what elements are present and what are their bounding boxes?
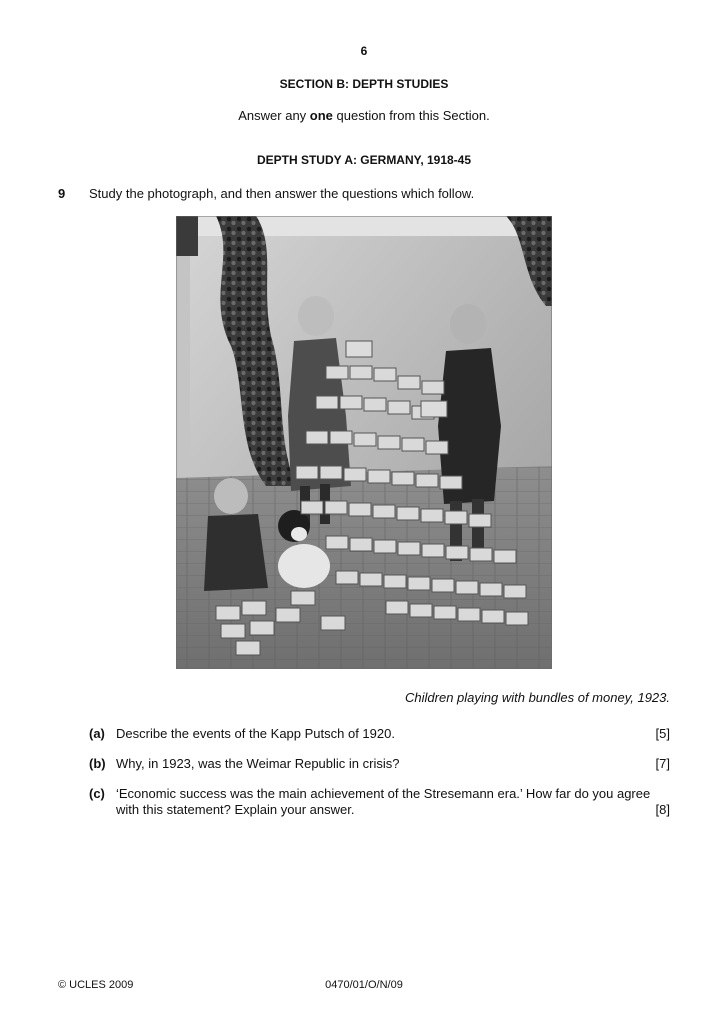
depth-study-title: DEPTH STUDY A: GERMANY, 1918-45 [256, 153, 472, 167]
part-c-label: (c) [89, 786, 105, 801]
instruction-prefix: Answer any [238, 108, 310, 123]
part-c-text-line1: ‘Economic success was the main achievement of the Stresemann era.’ How far do you agree [116, 786, 651, 801]
part-b-text: Why, in 1923, was the Weimar Republic in crisis? [116, 756, 400, 771]
footer-copyright: © UCLES 2009 [58, 979, 134, 991]
instruction-emphasis: one [309, 108, 333, 123]
section-instruction [0, 108, 728, 124]
question-number: 9 [58, 186, 66, 201]
instruction-suffix: question from this Section. [332, 108, 490, 123]
part-b-marks: [7] [655, 756, 670, 771]
part-a-label: (a) [89, 726, 105, 741]
part-a-text: Describe the events of the Kapp Putsch of 1920. [116, 726, 395, 741]
part-c-text-line2: with this statement? Explain your answer. [116, 802, 355, 817]
photo-caption: Children playing with bundles of money, 1923. [405, 690, 670, 705]
page-number: 6 [360, 44, 368, 58]
part-c-marks: [8] [655, 802, 670, 817]
question-intro: Study the photograph, and then answer the questions which follow. [89, 186, 475, 201]
section-title: SECTION B: DEPTH STUDIES [279, 77, 449, 91]
part-a-marks: [5] [655, 726, 670, 741]
footer-paper-code: 0470/01/O/N/09 [325, 979, 403, 991]
historical-photograph [176, 216, 552, 669]
part-b-label: (b) [89, 756, 106, 771]
